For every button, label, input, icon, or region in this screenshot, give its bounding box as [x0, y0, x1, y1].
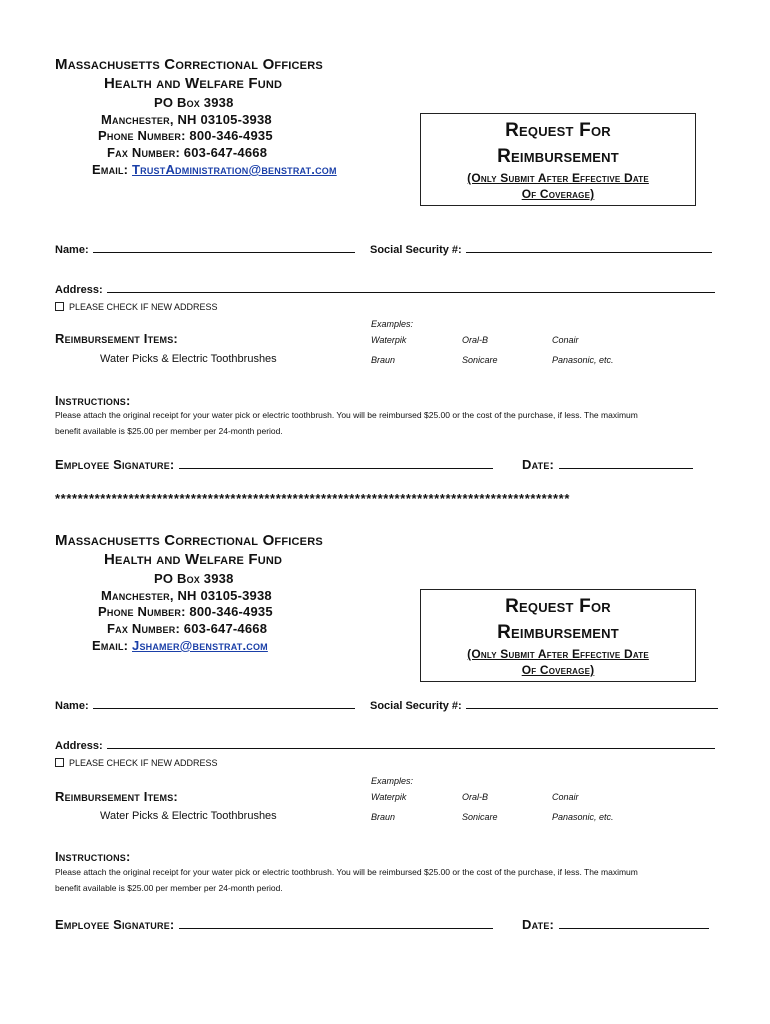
reimbursement-items-label: Reimbursement Items:: [55, 789, 178, 804]
date-row: [522, 916, 709, 934]
name-field[interactable]: [93, 698, 355, 709]
box-subtitle-line1: (Only Submit After Effective Date: [467, 171, 649, 185]
box-title-line2: Reimbursement: [497, 622, 619, 643]
city-state-zip: Manchester, NH 03105-3938: [101, 588, 272, 603]
instructions-text-line2: benefit available is $25.00 per member per 24-month period.: [55, 426, 283, 436]
example-oralb: Oral-B: [462, 792, 489, 802]
example-panasonic: Panasonic, etc.: [552, 355, 614, 365]
example-oralb: Oral-B: [462, 335, 489, 345]
box-subtitle-line1: (Only Submit After Effective Date: [467, 647, 649, 661]
address-field[interactable]: [107, 282, 715, 293]
ssn-field[interactable]: [466, 242, 712, 253]
email-label: Email:: [92, 638, 129, 653]
org-name-line1: Massachusetts Correctional Officers: [55, 532, 323, 549]
instructions-text-line2: benefit available is $25.00 per member per 24-month period.: [55, 883, 283, 893]
new-address-checkbox[interactable]: [55, 302, 64, 311]
name-row: [55, 240, 355, 258]
reimbursement-form-1: [0, 0, 770, 470]
reimbursement-items-text: Water Picks & Electric Toothbrushes: [100, 353, 277, 365]
phone-number: Phone Number: 800-346-4935: [98, 128, 273, 143]
org-name-line1: Massachusetts Correctional Officers: [55, 56, 323, 73]
address-label: Address:: [55, 740, 103, 752]
instructions-label: Instructions:: [55, 393, 131, 408]
date-row: [522, 456, 693, 474]
fax-number: Fax Number: 603-647-4668: [107, 145, 268, 160]
org-name-line2: Health and Welfare Fund: [104, 75, 283, 92]
signature-row: [55, 916, 493, 934]
example-sonicare: Sonicare: [462, 812, 498, 822]
email-line: [92, 638, 268, 653]
date-field[interactable]: [559, 458, 693, 469]
signature-label: Employee Signature:: [55, 917, 175, 932]
reimbursement-items-text: Water Picks & Electric Toothbrushes: [100, 810, 277, 822]
phone-number: Phone Number: 800-346-4935: [98, 604, 273, 619]
reimbursement-form-2: [0, 476, 770, 946]
example-braun: Braun: [371, 812, 396, 822]
examples-label: Examples:: [371, 776, 414, 786]
box-title-line1: Request For: [505, 120, 611, 141]
instructions-text-line1: Please attach the original receipt for your water pick or electric toothbrush. You will be reimbursed $25.00 or the cost of the purchase, if less. The maximum: [55, 867, 638, 877]
new-address-label: PLEASE CHECK IF NEW ADDRESS: [69, 302, 218, 312]
signature-label: Employee Signature:: [55, 457, 175, 472]
example-braun: Braun: [371, 355, 396, 365]
example-conair: Conair: [552, 792, 579, 802]
ssn-field[interactable]: [466, 698, 718, 709]
address-row: [55, 736, 715, 754]
org-name-line2: Health and Welfare Fund: [104, 551, 283, 568]
name-row: [55, 696, 355, 714]
example-waterpik: Waterpik: [371, 792, 407, 802]
new-address-check[interactable]: [55, 758, 218, 768]
box-title-line2: Reimbursement: [497, 146, 619, 167]
example-waterpik: Waterpik: [371, 335, 407, 345]
city-state-zip: Manchester, NH 03105-3938: [101, 112, 272, 127]
new-address-check[interactable]: [55, 302, 218, 312]
email-line: [92, 162, 337, 177]
address-row: [55, 280, 715, 298]
request-box: [420, 113, 696, 206]
email-link[interactable]: TrustAdministration@benstrat.com: [132, 162, 337, 177]
examples-label: Examples:: [371, 319, 414, 329]
name-field[interactable]: [93, 242, 355, 253]
date-field[interactable]: [559, 918, 709, 929]
instructions-text-line1: Please attach the original receipt for your water pick or electric toothbrush. You will be reimbursed $25.00 or the cost of the purchase, if less. The maximum: [55, 410, 638, 420]
ssn-row: [370, 240, 712, 258]
box-subtitle-line2: Of Coverage): [521, 663, 595, 677]
ssn-label: Social Security #:: [370, 244, 462, 256]
reimbursement-items-label: Reimbursement Items:: [55, 331, 178, 346]
signature-field[interactable]: [179, 458, 493, 469]
example-panasonic: Panasonic, etc.: [552, 812, 614, 822]
email-link[interactable]: Jshamer@benstrat.com: [132, 638, 268, 653]
new-address-checkbox[interactable]: [55, 758, 64, 767]
email-label: Email:: [92, 162, 129, 177]
date-label: Date:: [522, 917, 555, 932]
signature-field[interactable]: [179, 918, 493, 929]
request-box: [420, 589, 696, 682]
box-subtitle-line2: Of Coverage): [521, 187, 595, 201]
name-label: Name:: [55, 244, 89, 256]
fax-number: Fax Number: 603-647-4668: [107, 621, 268, 636]
address-field[interactable]: [107, 738, 715, 749]
address-label: Address:: [55, 284, 103, 296]
separator-line: *******************************************************************************************: [55, 491, 570, 506]
example-sonicare: Sonicare: [462, 355, 498, 365]
ssn-label: Social Security #:: [370, 700, 462, 712]
box-title-line1: Request For: [505, 596, 611, 617]
name-label: Name:: [55, 700, 89, 712]
example-conair: Conair: [552, 335, 579, 345]
new-address-label: PLEASE CHECK IF NEW ADDRESS: [69, 758, 218, 768]
instructions-label: Instructions:: [55, 849, 131, 864]
po-box: PO Box 3938: [154, 95, 234, 110]
ssn-row: [370, 696, 718, 714]
po-box: PO Box 3938: [154, 571, 234, 586]
signature-row: [55, 456, 493, 474]
date-label: Date:: [522, 457, 555, 472]
